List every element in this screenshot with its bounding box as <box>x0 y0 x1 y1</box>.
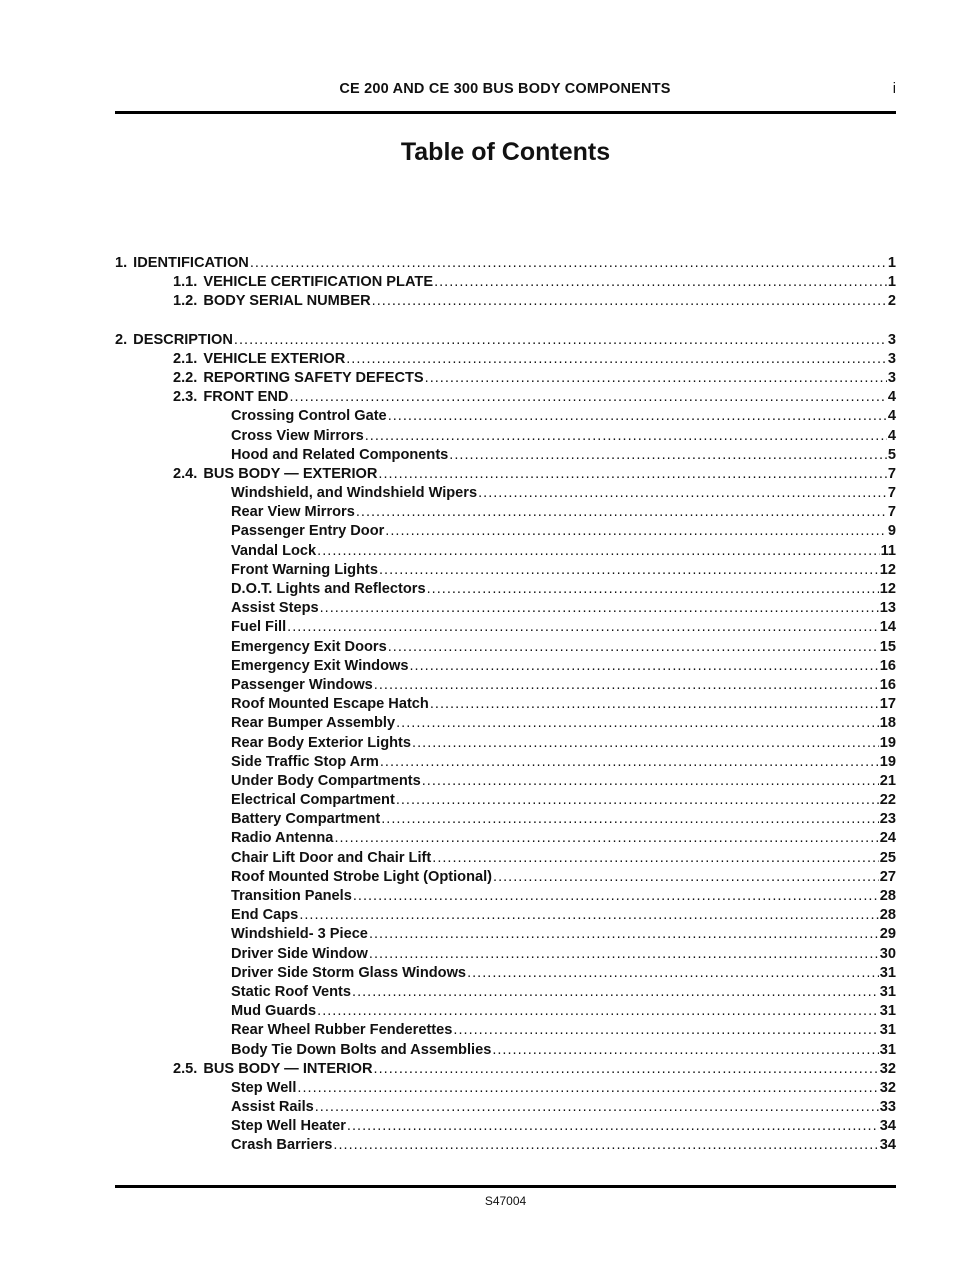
toc-entry-page: 31 <box>879 964 896 981</box>
dot-leader <box>289 388 886 407</box>
toc-entry-label: Body Tie Down Bolts and Assemblies <box>231 1041 492 1058</box>
dot-leader <box>347 1117 879 1136</box>
toc-heading: Table of Contents <box>400 138 611 166</box>
toc-entry[interactable] <box>115 734 896 753</box>
toc-entry[interactable] <box>115 522 896 541</box>
toc-entry-number: 2.5. <box>173 1060 198 1077</box>
toc-entry-label: VEHICLE CERTIFICATION PLATE <box>203 274 434 291</box>
toc-entry[interactable] <box>115 753 896 772</box>
dot-leader <box>453 1021 878 1040</box>
toc-entry-page: 4 <box>887 389 896 406</box>
toc-entry-number: 2.1. <box>173 350 198 367</box>
toc-entry[interactable] <box>115 254 896 273</box>
toc-entry-label: Windshield, and Windshield Wipers <box>231 485 478 502</box>
toc-entry[interactable] <box>115 407 896 426</box>
toc-entry-page: 1 <box>887 274 896 291</box>
toc-entry-label: Mud Guards <box>231 1003 317 1020</box>
toc-entry-label: Fuel Fill <box>231 619 287 636</box>
dot-leader <box>250 254 887 273</box>
dot-leader <box>374 1060 879 1079</box>
toc-entry-label: Electrical Compartment <box>231 792 395 809</box>
toc-entry-label: BUS BODY — EXTERIOR <box>203 465 378 482</box>
dot-leader <box>385 522 887 541</box>
dot-leader <box>467 964 879 983</box>
toc-entry[interactable] <box>115 887 896 906</box>
toc-entry-page: 3 <box>887 331 896 348</box>
toc-entry[interactable] <box>115 599 896 618</box>
toc-entry-label: Roof Mounted Escape Hatch <box>231 696 429 713</box>
dot-leader <box>396 714 879 733</box>
toc-entry-page: 24 <box>879 830 896 847</box>
toc-entry-label: Emergency Exit Windows <box>231 657 409 674</box>
toc-entry-page: 32 <box>879 1079 896 1096</box>
toc-entry-label: Chair Lift Door and Chair Lift <box>231 849 432 866</box>
toc-entry-label: Rear View Mirrors <box>231 504 355 521</box>
toc-entry-label: Side Traffic Stop Arm <box>231 753 379 770</box>
toc-entry-page: 1 <box>887 255 896 271</box>
dot-leader <box>412 734 879 753</box>
toc-entry-page: 5 <box>887 446 896 463</box>
dot-leader <box>492 1041 878 1060</box>
table-of-contents <box>115 254 896 1156</box>
toc-entry-label: IDENTIFICATION <box>133 255 249 271</box>
toc-entry-page: 3 <box>887 350 896 367</box>
toc-entry-number: 2. <box>115 331 128 348</box>
dot-leader <box>422 772 879 791</box>
toc-entry-page: 4 <box>887 408 896 425</box>
dot-leader <box>299 906 878 925</box>
toc-entry-page: 11 <box>880 542 896 559</box>
toc-entry-page: 7 <box>887 465 896 482</box>
dot-leader <box>409 657 878 676</box>
toc-entry-label: Transition Panels <box>231 888 352 904</box>
dot-leader <box>353 887 879 906</box>
toc-entry-page: 28 <box>879 907 896 924</box>
toc-entry-label: Static Roof Vents <box>231 983 352 1000</box>
toc-entry[interactable] <box>115 465 896 484</box>
dot-leader <box>356 503 887 522</box>
dot-leader <box>352 983 879 1002</box>
toc-entry-label: Rear Wheel Rubber Fenderettes <box>231 1022 453 1039</box>
toc-entry[interactable] <box>115 772 896 791</box>
dot-leader <box>425 369 887 388</box>
toc-entry-page: 15 <box>879 638 896 655</box>
toc-entry-label: Under Body Compartments <box>231 772 421 789</box>
dot-leader <box>234 331 887 350</box>
toc-entry[interactable] <box>115 292 896 311</box>
toc-entry-page: 16 <box>879 676 896 693</box>
toc-entry[interactable] <box>115 350 896 369</box>
dot-leader <box>396 791 879 810</box>
toc-entry[interactable] <box>115 925 896 944</box>
dot-leader <box>287 618 879 637</box>
toc-entry-label: Rear Body Exterior Lights <box>231 734 412 751</box>
toc-entry[interactable] <box>115 829 896 848</box>
toc-entry-number: 2.3. <box>173 389 198 406</box>
toc-entry[interactable] <box>115 1021 896 1040</box>
toc-entry[interactable] <box>115 810 896 829</box>
toc-entry-label: Battery Compartment <box>231 811 381 828</box>
toc-entry-label: Front Warning Lights <box>231 561 378 578</box>
toc-entry[interactable] <box>115 503 896 522</box>
toc-entry-label: Assist Steps <box>231 600 319 617</box>
toc-entry-label: VEHICLE EXTERIOR <box>203 350 346 367</box>
toc-entry[interactable] <box>115 945 896 964</box>
toc-entry-page: 34 <box>879 1118 896 1135</box>
toc-entry-page: 19 <box>879 734 896 751</box>
toc-entry-page: 12 <box>879 561 896 578</box>
toc-entry-page: 2 <box>887 293 896 310</box>
toc-entry[interactable] <box>115 484 896 503</box>
dot-leader <box>333 1136 878 1155</box>
toc-entry-label: Step Well Heater <box>231 1118 346 1135</box>
toc-entry-page: 9 <box>887 523 896 540</box>
toc-entry-label: D.O.T. Lights and Reflectors <box>231 581 426 597</box>
toc-entry-number: 1.2. <box>173 293 198 310</box>
toc-entry[interactable] <box>115 561 896 580</box>
toc-entry-page: 21 <box>879 772 896 789</box>
dot-leader <box>493 868 879 887</box>
toc-entry[interactable] <box>115 964 896 983</box>
dot-leader <box>365 427 887 446</box>
toc-entry-label: Passenger Windows <box>231 676 373 693</box>
toc-entry-page: 3 <box>887 369 896 386</box>
toc-entry[interactable] <box>115 1002 896 1021</box>
toc-entry-page: 12 <box>879 581 896 597</box>
toc-entry-page: 31 <box>879 1003 896 1020</box>
toc-entry[interactable] <box>115 1041 896 1060</box>
toc-entry[interactable] <box>115 695 896 714</box>
toc-entry-label: Emergency Exit Doors <box>231 638 387 655</box>
toc-entry[interactable] <box>115 791 896 810</box>
toc-entry-label: BUS BODY — INTERIOR <box>203 1060 373 1077</box>
toc-entry-label: FRONT END <box>203 389 289 406</box>
dot-leader <box>378 465 886 484</box>
document-code: S47004 <box>484 1194 527 1208</box>
toc-entry-label: Assist Rails <box>231 1099 314 1116</box>
toc-entry-page: 18 <box>879 715 896 732</box>
toc-entry[interactable] <box>115 331 896 350</box>
dot-leader <box>381 810 879 829</box>
toc-entry-page: 29 <box>879 926 896 943</box>
toc-entry[interactable] <box>115 1117 896 1136</box>
dot-leader <box>297 1079 878 1098</box>
toc-entry[interactable] <box>115 983 896 1002</box>
toc-entry-label: Step Well <box>231 1079 297 1096</box>
toc-entry-label: Passenger Entry Door <box>231 523 385 540</box>
dot-leader <box>369 925 879 944</box>
dot-leader <box>320 599 879 618</box>
toc-entry-number: 1.1. <box>173 274 198 291</box>
toc-entry-page: 7 <box>887 485 896 502</box>
toc-entry-page: 34 <box>879 1137 896 1154</box>
toc-entry[interactable] <box>115 369 896 388</box>
toc-entry-page: 14 <box>879 619 896 636</box>
toc-entry-label: DESCRIPTION <box>133 331 233 348</box>
toc-entry[interactable] <box>115 388 896 407</box>
dot-leader <box>427 580 879 599</box>
dot-leader <box>388 407 887 426</box>
dot-leader <box>372 292 887 311</box>
toc-entry-label: BODY SERIAL NUMBER <box>203 293 371 310</box>
toc-entry[interactable] <box>115 906 896 925</box>
footer-divider <box>115 1185 896 1188</box>
toc-entry-page: 31 <box>879 1041 896 1058</box>
dot-leader <box>317 542 879 561</box>
toc-entry-label: Radio Antenna <box>231 830 334 847</box>
toc-entry-label: End Caps <box>231 907 299 924</box>
dot-leader <box>315 1098 879 1117</box>
toc-entry-page: 27 <box>879 868 896 885</box>
toc-entry-page: 13 <box>879 600 896 617</box>
dot-leader <box>388 638 879 657</box>
toc-entry-page: 19 <box>879 753 896 770</box>
toc-entry[interactable] <box>115 1060 896 1079</box>
toc-entry-page: 4 <box>887 427 896 444</box>
toc-entry-number: 2.4. <box>173 465 198 482</box>
dot-leader <box>380 753 879 772</box>
toc-entry[interactable] <box>115 427 896 446</box>
toc-entry-page: 25 <box>879 849 896 866</box>
toc-entry-label: Windshield- 3 Piece <box>231 926 368 943</box>
dot-leader <box>379 561 879 580</box>
toc-entry[interactable] <box>115 580 896 599</box>
toc-entry-number: 1. <box>115 255 128 271</box>
toc-entry[interactable] <box>115 714 896 733</box>
dot-leader <box>434 273 887 292</box>
dot-leader <box>478 484 887 503</box>
toc-entry[interactable] <box>115 849 896 868</box>
toc-entry-page: 7 <box>887 504 896 521</box>
toc-entry[interactable] <box>115 676 896 695</box>
toc-entry-label: Crash Barriers <box>231 1137 333 1154</box>
toc-entry-page: 23 <box>879 811 896 828</box>
toc-entry-label: Vandal Lock <box>231 542 317 559</box>
toc-entry[interactable] <box>115 638 896 657</box>
running-header-title: CE 200 AND CE 300 BUS BODY COMPONENTS <box>339 81 671 97</box>
toc-entry-page: 33 <box>879 1099 896 1116</box>
toc-entry[interactable] <box>115 868 896 887</box>
toc-entry-page: 16 <box>879 657 896 674</box>
toc-entry-page: 22 <box>879 792 896 809</box>
toc-entry-page: 28 <box>879 888 896 904</box>
toc-entry[interactable] <box>115 1098 896 1117</box>
toc-entry-label: REPORTING SAFETY DEFECTS <box>203 369 424 386</box>
toc-entry-label: Hood and Related Components <box>231 446 449 463</box>
toc-entry-page: 31 <box>879 983 896 1000</box>
toc-entry-page: 32 <box>879 1060 896 1077</box>
dot-leader <box>449 446 887 465</box>
toc-entry-page: 31 <box>879 1022 896 1039</box>
toc-entry-label: Driver Side Storm Glass Windows <box>231 964 467 981</box>
toc-entry-label: Driver Side Window <box>231 945 368 962</box>
dot-leader <box>317 1002 879 1021</box>
toc-entry[interactable] <box>115 618 896 637</box>
toc-entry[interactable] <box>115 273 896 292</box>
toc-entry[interactable] <box>115 1136 896 1155</box>
dot-leader <box>334 829 878 848</box>
toc-entry-label: Rear Bumper Assembly <box>231 715 396 732</box>
dot-leader <box>430 695 879 714</box>
toc-entry[interactable] <box>115 446 896 465</box>
toc-entry[interactable] <box>115 1079 896 1098</box>
toc-entry-number: 2.2. <box>173 369 198 386</box>
toc-entry-label: Crossing Control Gate <box>231 408 387 425</box>
header-divider <box>115 111 896 114</box>
toc-entry[interactable] <box>115 542 896 561</box>
toc-entry-label: Cross View Mirrors <box>231 427 364 444</box>
toc-entry-page: 30 <box>879 945 896 962</box>
toc-entry[interactable] <box>115 657 896 676</box>
toc-entry-page: 17 <box>879 696 896 713</box>
dot-leader <box>374 676 879 695</box>
toc-entry-label: Roof Mounted Strobe Light (Optional) <box>231 868 493 885</box>
dot-leader <box>369 945 879 964</box>
dot-leader <box>432 849 879 868</box>
page-number: i <box>892 81 896 97</box>
dot-leader <box>346 350 887 369</box>
